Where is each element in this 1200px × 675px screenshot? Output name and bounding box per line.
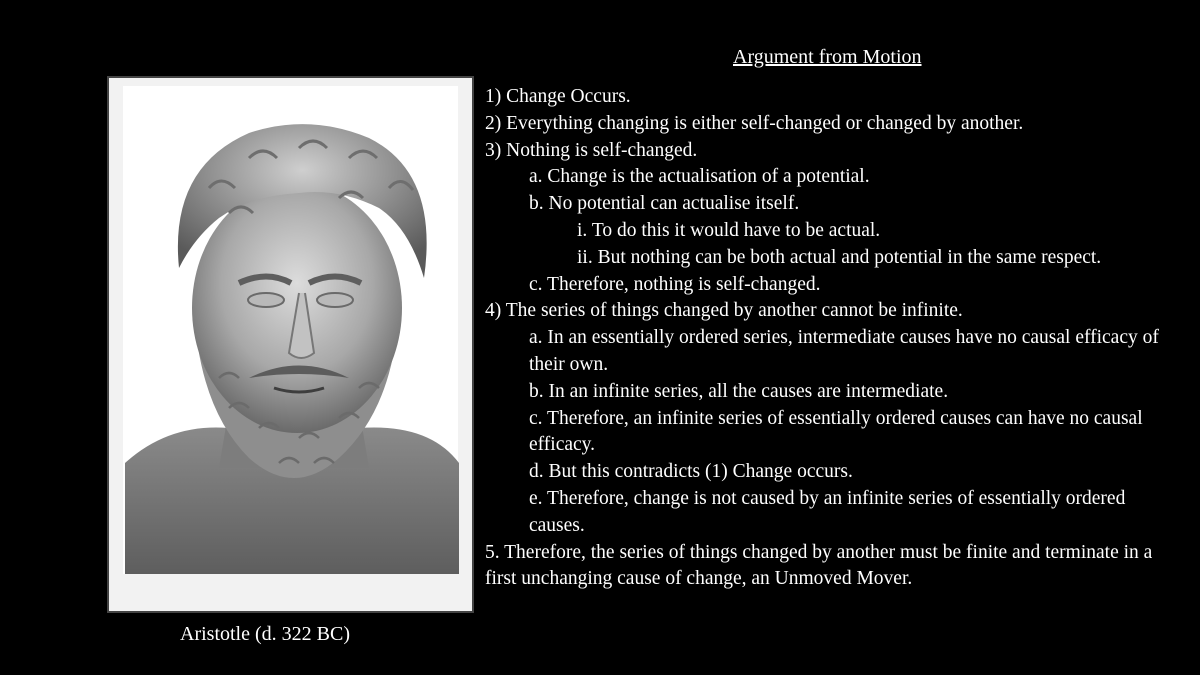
argument-line: 4) The series of things changed by another cannot be infinite. [485, 300, 963, 322]
bust-illustration [109, 78, 472, 611]
argument-line: c. Therefore, nothing is self-changed. [529, 273, 821, 295]
argument-line: b. In an infinite series, all the causes are intermediate. [529, 380, 949, 402]
argument-line: d. But this contradicts (1) Change occurs. [529, 461, 853, 483]
slide-title: Argument from Motion [733, 46, 922, 68]
argument-line: a. In an essentially ordered series, intermediate causes have no causal efficacy of their own. [529, 327, 1159, 375]
argument-line: ii. But nothing can be both actual and potential in the same respect. [577, 246, 1102, 268]
argument-line: 2) Everything changing is either self-changed or changed by another. [485, 112, 1024, 134]
argument-line: i. To do this it would have to be actual. [577, 219, 881, 241]
aristotle-portrait [107, 76, 474, 613]
argument-line: c. Therefore, an infinite series of essentially ordered causes can have no causal efficacy. [529, 407, 1143, 456]
argument-line: 1) Change Occurs. [485, 86, 631, 107]
argument-line: a. Change is the actualisation of a potential. [529, 166, 870, 188]
argument-line: 5. Therefore, the series of things changed by another must be finite and terminate in a first unchanging cause of change, an Unmoved Mover. [485, 541, 1153, 590]
portrait-caption: Aristotle (d. 322 BC) [180, 623, 350, 645]
argument-line: 3) Nothing is self-changed. [485, 139, 698, 161]
argument-line: b. No potential can actualise itself. [529, 193, 800, 215]
argument-list [485, 84, 1175, 593]
argument-line: e. Therefore, change is not caused by an infinite series of essentially ordered causes. [529, 487, 1126, 536]
